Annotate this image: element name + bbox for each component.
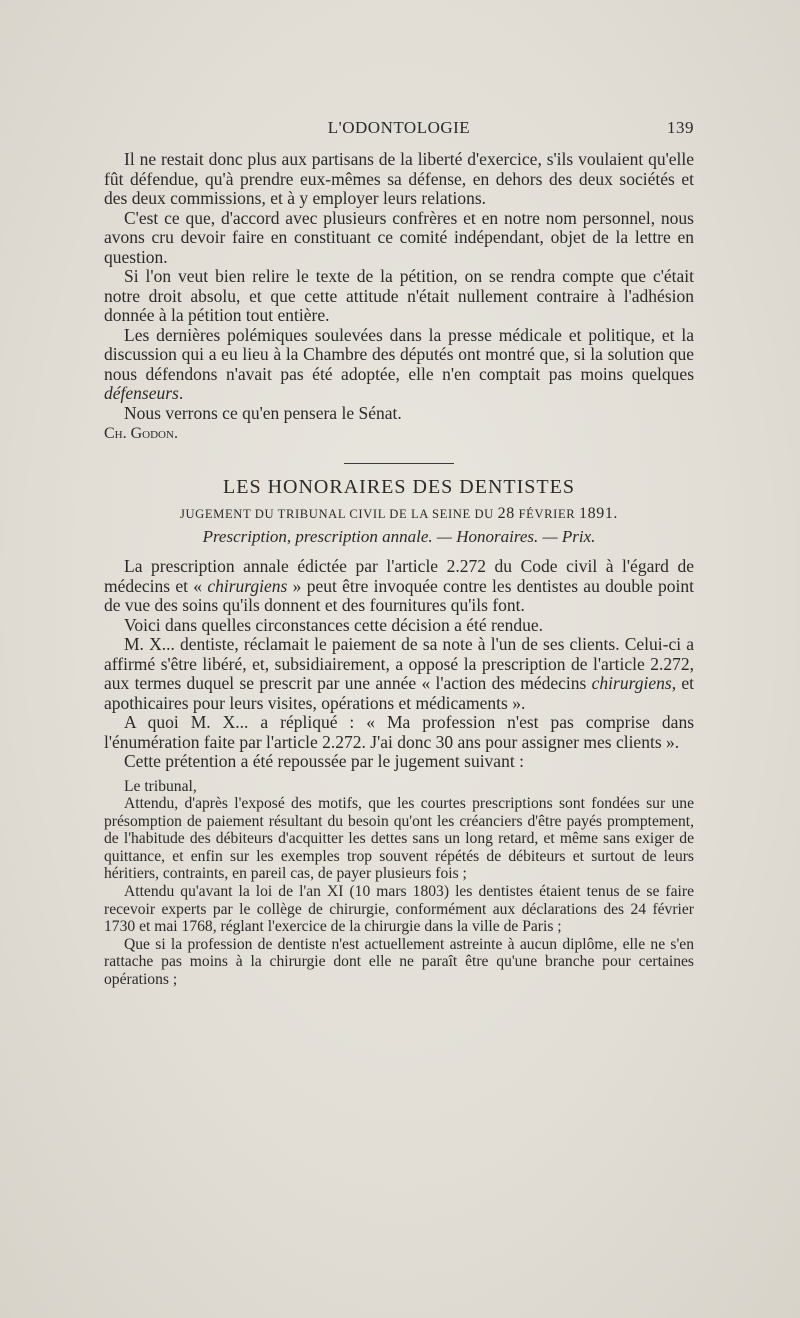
italic-text: chirurgiens — [207, 575, 288, 596]
paragraph: Il ne restait donc plus aux partisans de la liberté d'exercice, s'ils voulaient qu'elle fût défendue, qu'à prendre eux-mêmes sa défense, en dehors des deux sociétés et des deux commissions, et à y employer leurs relations. — [104, 149, 694, 208]
paragraph: Attendu qu'avant la loi de l'an XI (10 mars 1803) les dentistes étaient tenus de se faire recevoir experts par le collège de chirurgie, conformément aux déclarations des 24 février 1730 et mai 1768, réglant l'exercice de la chirurgie dans la ville de Paris ; — [104, 883, 694, 936]
article-keywords: Prescription, prescription annale. — Honoraires. — Prix. — [202, 527, 596, 546]
italic-text: chirurgiens — [591, 673, 672, 693]
text-run: M. X... dentiste, réclamait le paiement de sa note à l'un de ses clients. Celui-ci a affirmé s'être libéré, et, subsidiairement, a opposé la prescription de l'article 2.272, aux termes duquel se prescrit par une année « l'action des médecins — [104, 634, 694, 693]
paragraph: Nous verrons ce qu'en pensera le Sénat. — [124, 402, 402, 423]
paragraph: A quoi M. X... a répliqué : « Ma profession n'est pas comprise dans l'énumération faite par l'article 2.272. J'ai donc 30 ans pour assigner mes clients ». — [104, 712, 694, 752]
judgment-text — [104, 778, 694, 989]
closing-article-section — [104, 150, 694, 443]
main-text — [104, 150, 694, 989]
paragraph: Le tribunal, — [124, 777, 197, 795]
subtitle-text: JUGEMENT DU TRIBUNAL CIVIL DE LA SEINE DU — [179, 507, 498, 521]
text-run: . — [178, 383, 184, 403]
subtitle-year: 1891. — [579, 505, 619, 522]
article-title: LES HONORAIRES DES DENTISTES — [223, 476, 575, 498]
article-subtitle — [104, 505, 694, 523]
paragraph: Voici dans quelles circonstances cette décision a été rendue. — [124, 614, 544, 635]
subtitle-month: FÉVRIER — [514, 507, 580, 521]
paragraph: Que si la profession de dentiste n'est actuellement astreinte à aucun diplôme, elle ne s'en rattache pas moins à la chirurgie dont elle ne paraît être qu'une branche pour certaines opérations ; — [104, 935, 694, 989]
paragraph: Si l'on veut bien relire le texte de la pétition, on se rendra compte que c'était notre droit absolu, et que cette attitude n'était nullement contraire à l'adhésion donnée à la pétition tout entière. — [104, 266, 694, 325]
page-number: 139 — [667, 118, 694, 137]
author-signature: Ch. Godon. — [104, 425, 178, 442]
paragraph — [104, 557, 694, 616]
subtitle-day: 28 — [497, 505, 515, 522]
journal-title: L'ODONTOLOGIE — [327, 118, 471, 137]
paragraph: Cette prétention a été repoussée par le jugement suivant : — [124, 751, 524, 771]
text-run: La prescription annale édictée par l'article 2.272 du Code civil à l'égard de médecins et « — [104, 556, 694, 596]
italic-text: défenseurs — [104, 383, 179, 403]
text-run: » peut être invoquée contre les dentistes au double point de vue des soins qu'ils donnent et des fournitures qu'ils font. — [104, 575, 695, 615]
section-divider — [344, 463, 454, 464]
paragraph — [104, 326, 694, 404]
text-run: , et apothicaires pour leurs visites, opérations et médicaments ». — [104, 673, 694, 713]
running-header — [104, 118, 694, 140]
paragraph: Attendu, d'après l'exposé des motifs, que les courtes prescriptions sont fondées sur une présomption de paiement résultant du besoin qu'ont les créanciers d'être payés promptement, de l'habitude des débiteurs d'acquitter les dettes sans un long retard, et même sans exiger de quittance, et enfin sur les exemples trop souvent répétés de débiteurs et surtout de leurs héritiers, contraints, en pareil cas, de payer plusieurs fois ; — [104, 795, 694, 883]
paragraph — [104, 635, 694, 713]
paragraph: C'est ce que, d'accord avec plusieurs confrères et en notre nom personnel, nous avons cru devoir faire en constituant ce comité indépendant, objet de la lettre en question. — [104, 207, 694, 267]
text-run: Les dernières polémiques soulevées dans la presse médicale et politique, et la discussion qui a eu lieu à la Chambre des députés ont montré que, si la solution que nous défendons n'avait pas été adoptée, elle n'en comptait pas moins quelques — [104, 324, 694, 384]
article-section — [104, 476, 694, 772]
